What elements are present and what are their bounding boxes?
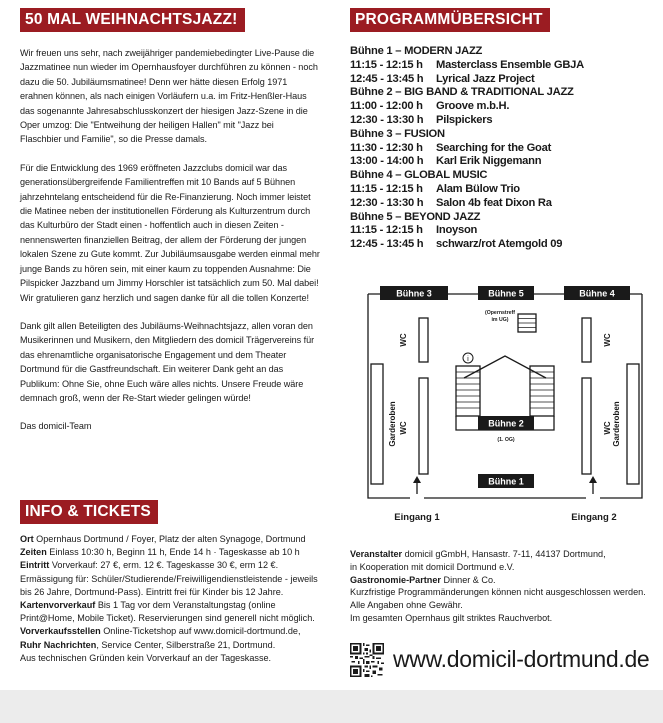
stage-heading: Bühne 4 – GLOBAL MUSIC	[350, 169, 488, 182]
act-name: schwarz/rot Atemgold 09	[436, 238, 563, 251]
legal-line	[350, 612, 650, 625]
legal-text: in Kooperation mit domicil Dortmund e.V.	[350, 561, 515, 572]
plan-label-stage2: Bühne 2	[488, 418, 524, 429]
plan-entrance-2: Eingang 2	[571, 512, 617, 523]
legal-line	[350, 548, 650, 561]
bottom-band	[0, 690, 663, 723]
act-row	[350, 197, 650, 211]
act-name: Pilspickers	[436, 113, 493, 126]
organizer-block	[350, 548, 650, 625]
legal-line	[350, 599, 650, 612]
info-line	[20, 586, 325, 599]
stage-heading: Bühne 5 – BEYOND JAZZ	[350, 210, 481, 223]
info-line	[20, 573, 325, 586]
stage-heading: Bühne 1 – MODERN JAZZ	[350, 45, 483, 57]
act-name: Searching for the Goat	[436, 141, 552, 154]
plan-note-stage5-b: im UG)	[491, 317, 509, 323]
plan-wc-label-ll: WC	[399, 421, 408, 435]
legal-text: Kurzfristige Programmänderungen können nicht ausgeschlossen werden.	[350, 587, 646, 598]
plan-counter-right	[627, 364, 639, 484]
act-name: Masterclass Ensemble GBJA	[436, 58, 584, 71]
info-text: Ermässigung für: Schüler/Studierende/Freiwilligendienstleistende - jeweils	[20, 573, 318, 584]
info-text: bis 26 Jahre, Dortmund-Pass). Eintritt frei für Kinder bis 12 Jahre.	[20, 586, 284, 597]
plan-wc-upper-left	[419, 318, 428, 362]
legal-label: Gastronomie-Partner	[350, 574, 441, 585]
plan-stairs-left	[456, 366, 480, 416]
legal-text: Dinner & Co.	[440, 574, 496, 585]
plan-label-stage3: Bühne 3	[396, 288, 432, 299]
info-line	[20, 625, 325, 638]
info-line	[20, 599, 325, 612]
plan-wall-left	[368, 294, 410, 498]
act-name: Lyrical Jazz Project	[436, 72, 535, 85]
act-row	[350, 224, 650, 238]
act-row	[350, 142, 650, 156]
act-time: 12:30 - 13:30 h	[350, 196, 424, 209]
info-text: Vorverkauf: 27 €, erm. 12 €. Tageskasse 30 €, erm 12 €.	[49, 560, 279, 571]
act-row	[350, 59, 650, 73]
act-name: Karl Erik Niggemann	[436, 155, 542, 168]
right-column	[350, 8, 650, 252]
legal-line	[350, 561, 650, 574]
info-text: Online-Ticketshop auf www.domicil-dortmund.de,	[100, 626, 301, 637]
info-label: Zeiten	[20, 547, 47, 558]
info-label: Ort	[20, 534, 34, 544]
plan-wc-lower-left	[419, 378, 428, 474]
plan-wall-right	[600, 294, 642, 498]
act-row	[350, 114, 650, 128]
info-text: , Service Center, Silberstraße 21, Dortmund.	[96, 639, 276, 650]
act-time: 11:15 - 12:15 h	[350, 224, 423, 237]
program-heading: PROGRAMMÜBERSICHT	[350, 8, 550, 32]
info-text: Bis 1 Tag vor dem Veranstaltungstag (online	[95, 600, 276, 611]
act-name: Salon 4b feat Dixon Ra	[436, 196, 552, 209]
legal-label: Veranstalter	[350, 549, 403, 559]
act-name: Groove m.b.H.	[436, 100, 510, 113]
plan-stairs-right	[530, 366, 554, 416]
act-row	[350, 183, 650, 197]
plan-label-stage5: Bühne 5	[488, 288, 524, 299]
act-time: 12:45 - 13:45 h	[350, 72, 424, 85]
info-line	[20, 546, 325, 559]
plan-wc-upper-right	[582, 318, 591, 362]
act-time: 11:00 - 12:00 h	[350, 100, 423, 113]
intro-paragraph: Wir freuen uns sehr, nach zweijähriger pandemiebedingter Live-Pause die Jazzmatinee nun wieder im Opernhausfoyer durchführen zu können - noch dazu die 50. Jubiläumsmatinee! Denn wer hätte diesen Erfolg 1971 erahnen können, als nach einigen Vorläufern u.a. im Fritz-Henßler-Haus das sogenannte Jahresabschlusskonzert der hiesigen Jazz-Szene in die Oper umzog: Die "Entweihung der heiligen Hallen" mit "Jazz bei Flaschbier und Familie", so die Presse damals.	[20, 48, 318, 145]
act-time: 11:15 - 12:15 h	[350, 182, 423, 195]
venue-floor-plan	[366, 278, 644, 528]
plan-info-glyph: i	[467, 354, 469, 363]
history-paragraph: Für die Entwicklung des 1969 eröffneten Jazzclubs domicil war das generationsübergreifende Familientreffen mit 10 Bands auf 5 Bühnen jahrzehntelang entscheidend für die Re-Finanzierung. Noch immer leistet die Matinee neben der institutionellen Förderung als Kulturzentrum durch das Kulturbüro der Stadt einen - hoffentlich auch in diesen Zeiten - nennenswerten finanziellen Beitrag, der allem der Förderung der jungen lokalen Szene zu Gute kommt. Zur Jubiläumsausgabe werden einmal mehr junge Bands zu hören sein, mit einer kaum zu toppenden Ausnahme: Die Pilspicker Jazzband um Jimmy Horschler ist tatsächlich zum 50. Mal dabei! Wir gratulieren ganz herzlich und sagen danke für all die tollen Konzerte!	[20, 162, 320, 303]
program-list	[350, 45, 650, 252]
plan-wc-label-ul: WC	[399, 333, 408, 347]
plan-wc-label-lr: WC	[603, 421, 612, 435]
info-line	[20, 652, 325, 665]
act-row	[350, 238, 650, 252]
legal-line	[350, 574, 650, 587]
plan-cloakroom-right: Garderoben	[612, 401, 621, 447]
legal-line	[350, 586, 650, 599]
plan-roof	[464, 356, 546, 378]
info-line	[20, 639, 325, 652]
plan-note-stage5-a: (Opernstreff	[485, 310, 515, 316]
info-text: Print@Home, Mobile Ticket). Reservierungen sind generell nicht möglich.	[20, 613, 315, 624]
website-url[interactable]: www.domicil-dortmund.de	[393, 646, 650, 672]
act-row	[350, 100, 650, 114]
info-label: Vorverkaufsstellen	[20, 626, 101, 637]
info-label: Ruhr Nachrichten	[20, 639, 97, 650]
act-time: 12:30 - 13:30 h	[350, 113, 424, 126]
act-row	[350, 73, 650, 87]
info-tickets-heading: INFO & TICKETS	[20, 500, 158, 524]
plan-label-stage1: Bühne 1	[488, 476, 524, 487]
info-line	[20, 559, 325, 572]
act-time: 12:45 - 13:45 h	[350, 238, 424, 251]
act-time: 11:30 - 12:30 h	[350, 141, 423, 154]
info-line	[20, 612, 325, 625]
info-label: Eintritt	[20, 560, 50, 571]
stage-heading: Bühne 3 – FUSION	[350, 127, 445, 140]
plan-label-stage4: Bühne 4	[579, 288, 615, 299]
info-label: Kartenvorverkauf	[20, 600, 96, 611]
info-text: Opernhaus Dortmund / Foyer, Platz der alten Synagoge, Dortmund	[33, 534, 306, 544]
legal-text: Im gesamten Opernhaus gilt striktes Rauchverbot.	[350, 612, 553, 623]
legal-text: domicil gGmbH, Hansastr. 7-11, 44137 Dortmund,	[402, 549, 606, 559]
jubilee-heading: 50 MAL WEIHNACHTSJAZZ!	[20, 8, 245, 32]
act-name: Alam Bülow Trio	[436, 182, 520, 195]
act-time: 13:00 - 14:00 h	[350, 155, 424, 168]
plan-note-stage2: (1. OG)	[497, 437, 515, 443]
stage-heading: Bühne 2 – BIG BAND & TRADITIONAL JAZZ	[350, 86, 574, 99]
act-row	[350, 155, 650, 169]
info-block	[20, 533, 325, 665]
left-column	[20, 8, 320, 434]
legal-text: Alle Angaben ohne Gewähr.	[350, 600, 463, 611]
plan-wc-lower-right	[582, 378, 591, 474]
plan-counter-left	[371, 364, 383, 484]
thanks-paragraph: Dank gilt allen Beteiligten des Jubiläums-Weihnachtsjazz, allen voran den Musikerinnen und Musikern, den Mitgliedern des domicil Trägervereins für das ehrenamtliche organisatorische Engagement und dem Theater Dortmund für die Gastfreundschaft. Ein weiterer Dank geht an das Publikum: Ohne Sie, ohne Euch wäre alles nichts. Unsere Freude wäre demnach groß, wenn der Re-Start wieder gelingen würde!	[20, 320, 315, 403]
qr-code-icon	[350, 643, 384, 677]
info-text: Einlass 10:30 h, Beginn 11 h, Ende 14 h · Tageskasse ab 10 h	[46, 547, 300, 558]
signature-line: Das domicil-Team	[20, 421, 92, 432]
info-text: Aus technischen Gründen kein Vorverkauf an der Tageskasse.	[20, 652, 272, 663]
plan-wc-label-ur: WC	[603, 333, 612, 347]
plan-cloakroom-left: Garderoben	[388, 401, 397, 447]
act-time: 11:15 - 12:15 h	[350, 58, 423, 71]
plan-entrance-1: Eingang 1	[394, 512, 440, 523]
info-line	[20, 533, 325, 546]
act-name: Inoyson	[436, 224, 478, 237]
